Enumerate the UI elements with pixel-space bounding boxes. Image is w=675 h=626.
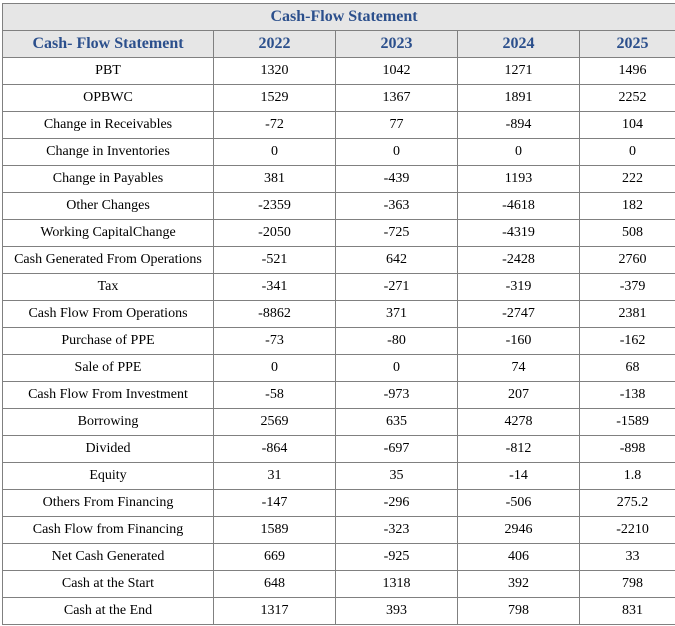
table-row [3,544,675,571]
table-row [3,166,675,193]
row-value: 207 [458,382,580,409]
row-value: -323 [336,517,458,544]
row-value: -138 [580,382,675,409]
row-value: -14 [458,463,580,490]
table-row [3,85,675,112]
row-value: -379 [580,274,675,301]
row-value: -506 [458,490,580,517]
row-value: -296 [336,490,458,517]
row-value: 1529 [214,85,336,112]
table-row [3,490,675,517]
row-value: -973 [336,382,458,409]
row-value: -80 [336,328,458,355]
row-label: Other Changes [3,193,214,220]
row-value: -2747 [458,301,580,328]
row-value: 68 [580,355,675,382]
table-row [3,382,675,409]
row-value: 1318 [336,571,458,598]
cash-flow-table [2,3,675,625]
table-title-row [3,4,675,31]
row-value: 104 [580,112,675,139]
row-label: Cash Generated From Operations [3,247,214,274]
table-row [3,139,675,166]
table-row [3,274,675,301]
row-value: 33 [580,544,675,571]
row-value: 508 [580,220,675,247]
row-label: PBT [3,58,214,85]
row-value: 669 [214,544,336,571]
row-value: 0 [336,139,458,166]
row-label: Change in Inventories [3,139,214,166]
row-value: -2210 [580,517,675,544]
row-value: 1193 [458,166,580,193]
row-value: -2428 [458,247,580,274]
row-value: -2359 [214,193,336,220]
row-value: 182 [580,193,675,220]
table-row [3,58,675,85]
row-value: 1496 [580,58,675,85]
table-row [3,193,675,220]
row-label: Borrowing [3,409,214,436]
row-value: -147 [214,490,336,517]
row-value: -341 [214,274,336,301]
row-value: 1589 [214,517,336,544]
row-value: 222 [580,166,675,193]
row-label: Cash at the End [3,598,214,625]
row-value: -72 [214,112,336,139]
row-value: 635 [336,409,458,436]
table-title: Cash-Flow Statement [3,4,675,31]
row-label: Purchase of PPE [3,328,214,355]
cash-flow-table-container [2,3,675,625]
row-value: 371 [336,301,458,328]
row-value: -439 [336,166,458,193]
table-row [3,517,675,544]
row-value: 1.8 [580,463,675,490]
row-value: 1367 [336,85,458,112]
row-label: Change in Payables [3,166,214,193]
table-row [3,598,675,625]
table-row [3,436,675,463]
row-value: 798 [580,571,675,598]
row-value: -812 [458,436,580,463]
row-value: -58 [214,382,336,409]
row-value: 392 [458,571,580,598]
row-label: Cash Flow from Financing [3,517,214,544]
row-value: 275.2 [580,490,675,517]
row-value: -319 [458,274,580,301]
row-value: 2946 [458,517,580,544]
row-value: -697 [336,436,458,463]
row-value: 1891 [458,85,580,112]
row-value: 35 [336,463,458,490]
header-year-2022: 2022 [214,31,336,58]
header-year-2024: 2024 [458,31,580,58]
row-value: -1589 [580,409,675,436]
row-value: -894 [458,112,580,139]
row-label: Sale of PPE [3,355,214,382]
row-label: Change in Receivables [3,112,214,139]
row-value: -4618 [458,193,580,220]
row-value: -725 [336,220,458,247]
row-value: 648 [214,571,336,598]
row-value: 2569 [214,409,336,436]
row-value: 0 [580,139,675,166]
row-label: Divided [3,436,214,463]
row-value: 1271 [458,58,580,85]
row-value: -73 [214,328,336,355]
row-value: -4319 [458,220,580,247]
row-value: -162 [580,328,675,355]
row-value: -363 [336,193,458,220]
table-row [3,409,675,436]
table-body [3,58,675,625]
row-value: -898 [580,436,675,463]
row-label: Cash Flow From Operations [3,301,214,328]
header-year-2023: 2023 [336,31,458,58]
row-value: 77 [336,112,458,139]
row-value: 31 [214,463,336,490]
row-value: 798 [458,598,580,625]
row-value: -271 [336,274,458,301]
header-row [3,31,675,58]
table-row [3,247,675,274]
table-row [3,571,675,598]
row-value: 0 [336,355,458,382]
row-value: 831 [580,598,675,625]
header-label: Cash- Flow Statement [3,31,214,58]
row-label: Working CapitalChange [3,220,214,247]
table-row [3,301,675,328]
table-row [3,220,675,247]
row-value: 1317 [214,598,336,625]
row-value: 381 [214,166,336,193]
row-value: 74 [458,355,580,382]
row-value: -2050 [214,220,336,247]
row-value: 0 [214,139,336,166]
row-value: 393 [336,598,458,625]
row-value: -521 [214,247,336,274]
table-row [3,355,675,382]
row-value: 4278 [458,409,580,436]
row-label: Tax [3,274,214,301]
row-label: OPBWC [3,85,214,112]
row-label: Equity [3,463,214,490]
row-value: -864 [214,436,336,463]
row-value: -160 [458,328,580,355]
row-value: 2381 [580,301,675,328]
row-value: 2252 [580,85,675,112]
table-row [3,328,675,355]
header-year-2025: 2025 [580,31,675,58]
row-value: 2760 [580,247,675,274]
row-value: 642 [336,247,458,274]
row-label: Cash Flow From Investment [3,382,214,409]
row-value: 0 [214,355,336,382]
row-label: Others From Financing [3,490,214,517]
row-label: Net Cash Generated [3,544,214,571]
row-value: 1320 [214,58,336,85]
row-value: 0 [458,139,580,166]
row-value: 406 [458,544,580,571]
row-value: -925 [336,544,458,571]
table-row [3,463,675,490]
row-label: Cash at the Start [3,571,214,598]
table-row [3,112,675,139]
row-value: 1042 [336,58,458,85]
row-value: -8862 [214,301,336,328]
